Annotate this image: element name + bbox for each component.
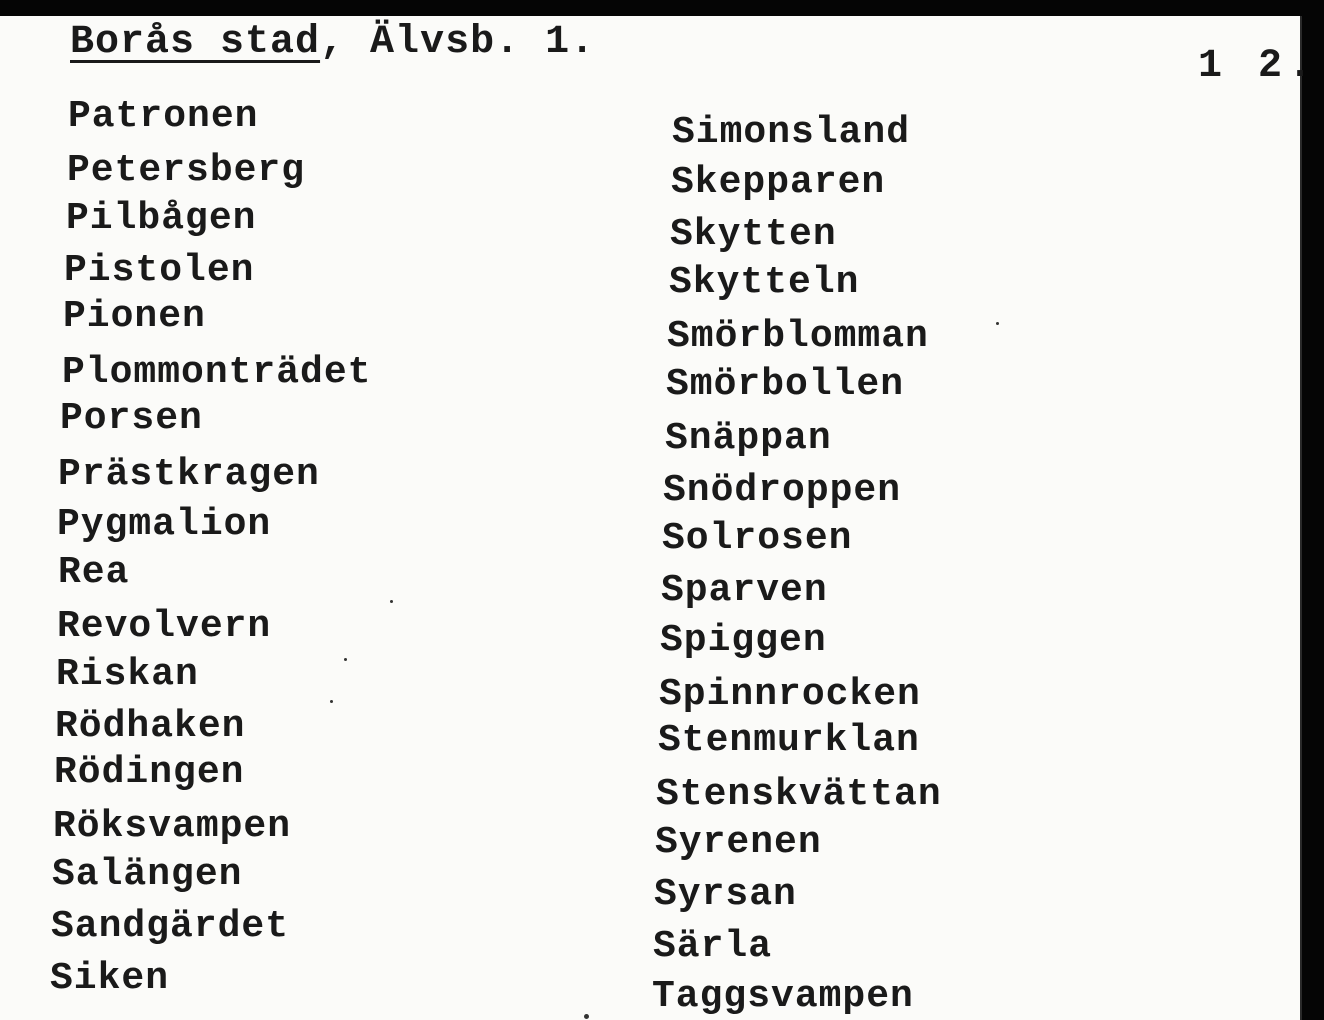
right-list-item: Smörbollen: [666, 363, 905, 406]
left-list-item: Pistolen: [64, 249, 255, 292]
right-list-item: Skytten: [670, 213, 837, 256]
left-list-item: Pionen: [63, 295, 206, 338]
left-list-item: Patronen: [68, 95, 259, 138]
left-list-item: Petersberg: [67, 149, 306, 192]
scan-speck: [390, 600, 393, 603]
left-list-item: Siken: [50, 957, 170, 1000]
scan-right-border: [1302, 0, 1324, 1020]
left-list-item: Sandgärdet: [51, 905, 290, 948]
left-list-item: Pilbågen: [66, 197, 257, 240]
title-city: Borås stad: [70, 20, 321, 65]
left-list-item: Prästkragen: [58, 453, 320, 496]
left-list-item: Porsen: [60, 397, 203, 440]
left-list-item: Salängen: [52, 853, 243, 896]
right-list-item: Snödroppen: [663, 469, 902, 512]
title-district: , Älvsb. 1.: [320, 20, 596, 65]
right-list-item: Sparven: [661, 569, 828, 612]
left-list-item: Rödingen: [54, 751, 245, 794]
right-list-item: Solrosen: [662, 517, 853, 560]
scan-speck: [330, 700, 333, 703]
right-list-item: Simonsland: [672, 111, 911, 154]
right-list-item: Särla: [653, 925, 773, 968]
left-list-item: Revolvern: [57, 605, 272, 648]
right-list-item: Snäppan: [665, 417, 832, 460]
right-list-item: Skytteln: [669, 261, 860, 304]
left-list-item: Röksvampen: [53, 805, 292, 848]
left-list-item: Pygmalion: [57, 503, 272, 546]
right-list-item: Syrsan: [654, 873, 797, 916]
scan-speck: [584, 1014, 589, 1019]
page-title: [70, 20, 595, 65]
right-list-item: Spinnrocken: [659, 673, 921, 716]
scan-speck: [996, 322, 999, 325]
left-list-item: Plommonträdet: [62, 351, 372, 394]
scan-speck: [344, 658, 347, 661]
right-list-item: Taggsvampen: [652, 975, 914, 1018]
right-list-item: Skepparen: [671, 161, 886, 204]
right-list-item: Spiggen: [660, 619, 827, 662]
left-list-item: Rödhaken: [55, 705, 246, 748]
right-list-item: Smörblomman: [667, 315, 929, 358]
right-list-item: Syrenen: [655, 821, 822, 864]
right-list-item: Stenskvättan: [656, 773, 942, 816]
scan-edge-line: [1300, 16, 1302, 1020]
left-list-item: Rea: [58, 551, 130, 594]
left-list-item: Riskan: [56, 653, 199, 696]
right-list-item: Stenmurklan: [658, 719, 920, 762]
scan-top-border: [0, 0, 1324, 16]
page-number: 1 2.: [1198, 44, 1319, 89]
